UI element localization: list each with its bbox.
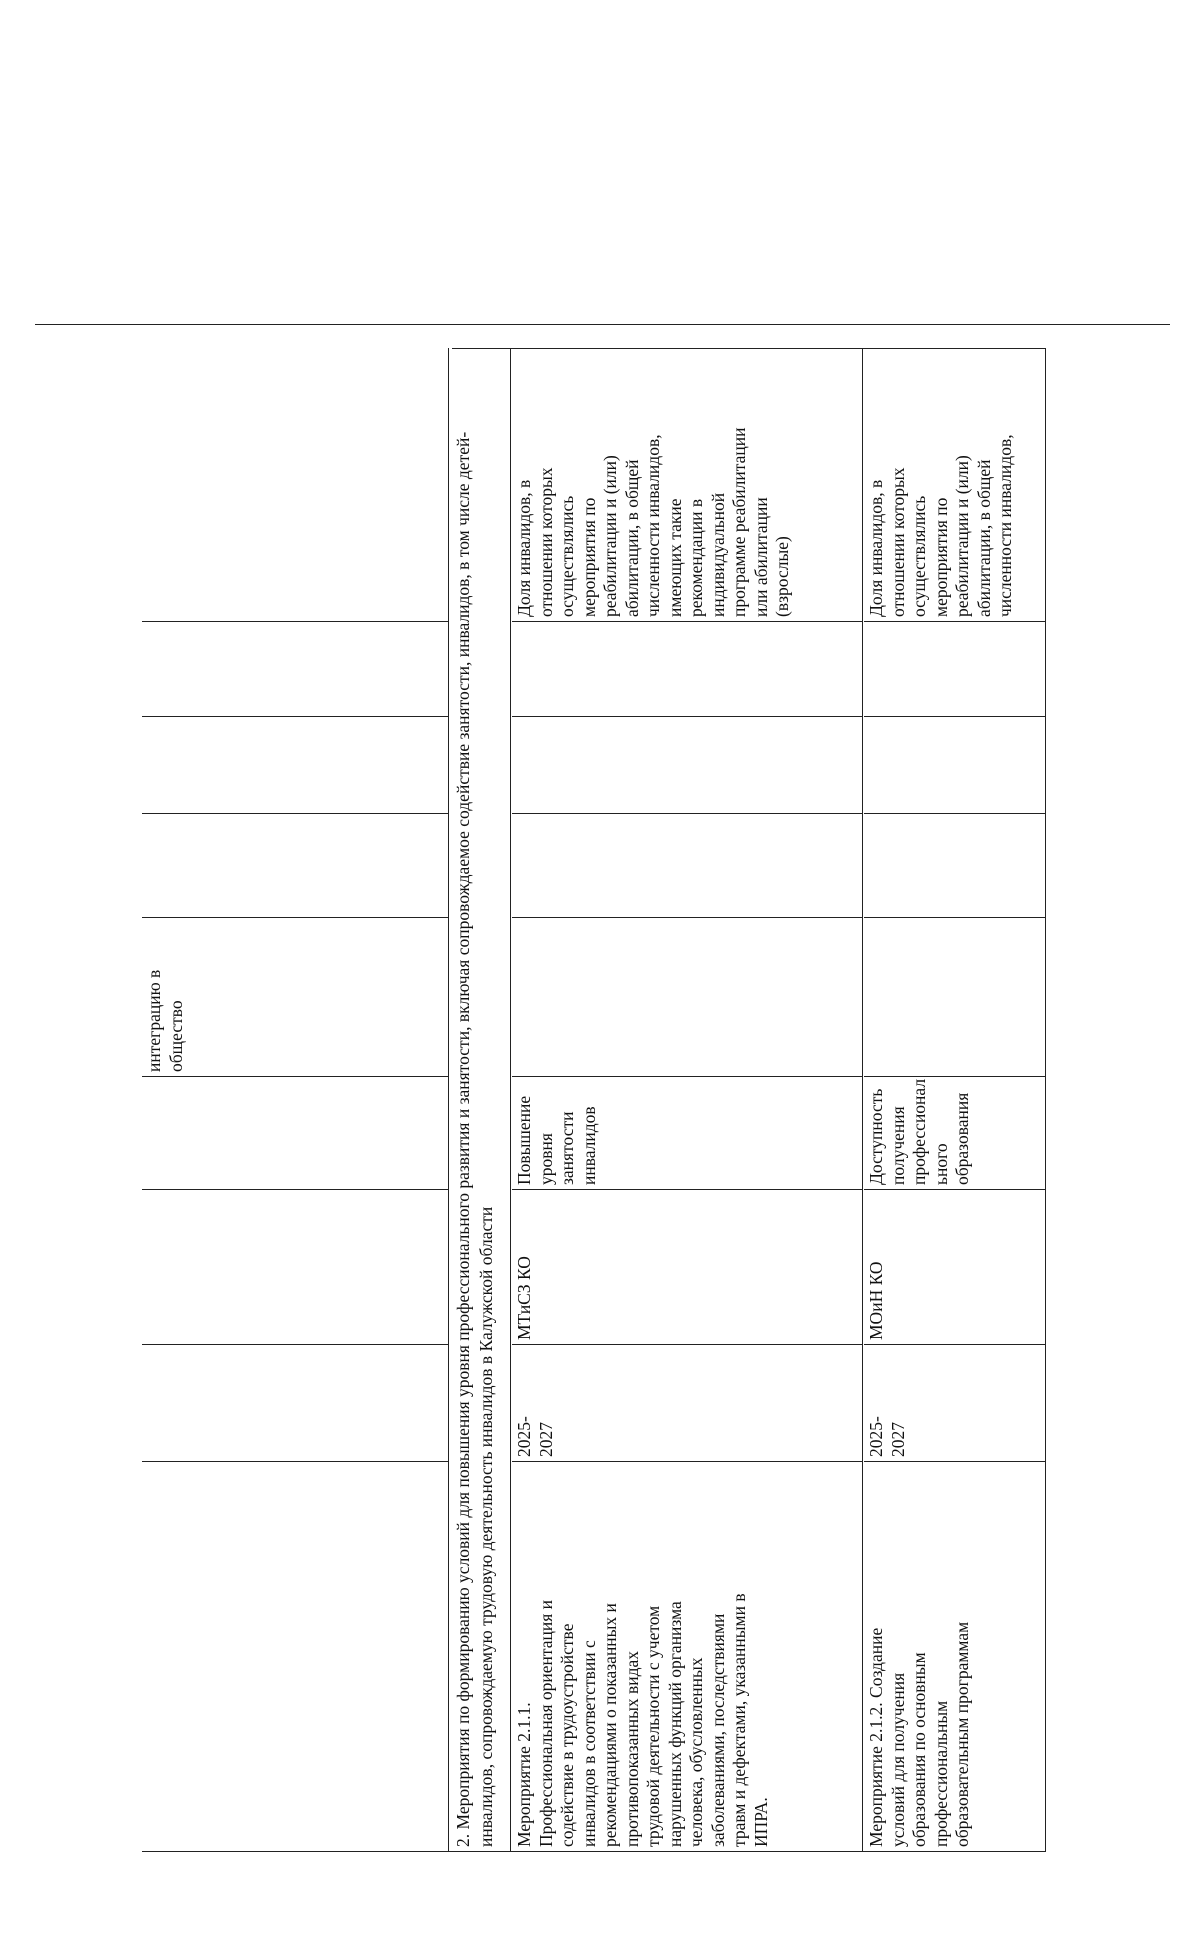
section-header-row	[450, 348, 510, 1852]
measure-cell: Мероприятие 2.1.1. Профессиональная ориентация и содействие в трудоустройстве инвалидов в соответствии с рекомендациями о показанных и противопоказанных видах трудовой деятельности с учетом нарушенных функций организма человека, обусловленных заболеваниями, последствиями травм и дефектами, указанными в ИПРА.	[514, 1593, 771, 1847]
previous-result-cell: интеграцию в общество	[144, 969, 186, 1072]
page-top-rule	[35, 324, 1170, 325]
indicator-cell: Доля инвалидов, в отношении которых осуществлялись мероприятия по реабилитации и (или) абилитации, в общей численности инвалидов, имеющих такие рекомендации в индивидуальной программе реабилитации или абилитации (взрослые)	[514, 427, 792, 617]
executor-cell: МТиСЗ КО	[514, 1256, 534, 1340]
result-cell: Доступность получения профессионал ьного образования	[866, 1078, 972, 1185]
table-row	[864, 348, 1046, 1852]
rotated-table	[142, 348, 1046, 1852]
measure-cell: Мероприятие 2.1.2. Создание условий для получения образования по основным профессиональным образовательным программам	[866, 1621, 972, 1847]
section-title: 2. Мероприятия по формированию условий для повышения уровня профессионального развития и занятости, включая сопровождаемое содействие занятости, инвалидов, в том числе детей-инвалидов, сопровождаемую трудовую деятельность инвалидов в Калужской области	[453, 431, 496, 1847]
table-row	[512, 348, 862, 1852]
indicator-cell: Доля инвалидов, в отношении которых осуществлялись мероприятия по реабилитации и (или) абилитации, в общей численности инвалидов,	[866, 434, 1015, 617]
period-cell: 2025- 2027	[514, 1416, 556, 1457]
period-cell: 2025- 2027	[866, 1416, 908, 1457]
result-cell: Повышение уровня занятости инвалидов	[514, 1095, 599, 1185]
table-row-previous	[142, 348, 448, 1852]
executor-cell: МОиН КО	[866, 1261, 886, 1340]
